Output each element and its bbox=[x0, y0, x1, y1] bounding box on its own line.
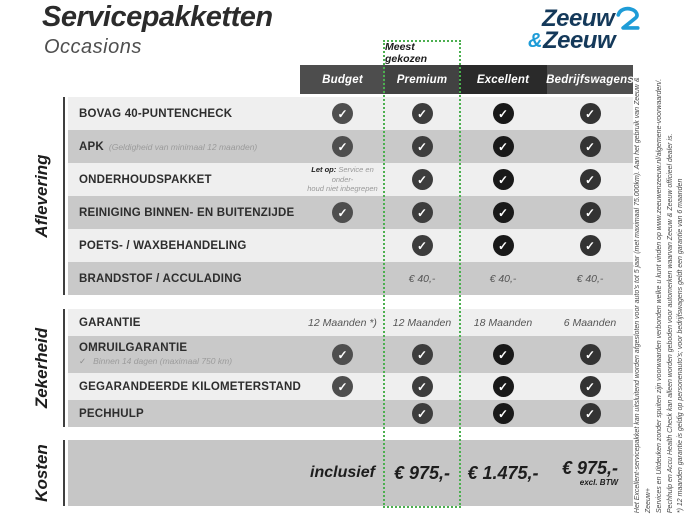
check-icon: ✓ bbox=[580, 344, 601, 365]
kosten-price-wrap bbox=[394, 464, 450, 482]
check-icon: ✓ bbox=[412, 169, 433, 190]
check-icon: ✓ bbox=[412, 136, 433, 157]
check-icon: ✓ bbox=[493, 103, 514, 124]
row-title: BRANDSTOF / ACCULADING bbox=[79, 272, 242, 285]
section-zekerheid-rows bbox=[68, 309, 633, 427]
service-row bbox=[68, 97, 633, 130]
kosten-price-text: € 975,- bbox=[393, 463, 451, 483]
check-icon: ✓ bbox=[580, 403, 601, 424]
value-text: 12 Maanden *) bbox=[308, 316, 377, 329]
check-cell bbox=[459, 235, 547, 256]
kosten-price-text: € 1.475,- bbox=[467, 463, 539, 483]
check-cell bbox=[385, 103, 459, 124]
check-icon: ✓ bbox=[493, 169, 514, 190]
check-icon: ✓ bbox=[493, 376, 514, 397]
check-icon: ✓ bbox=[412, 344, 433, 365]
legal-footnote bbox=[633, 63, 685, 513]
section-aflevering-rows bbox=[68, 97, 633, 295]
page-title: Servicepakketten bbox=[42, 1, 273, 33]
value-cell bbox=[547, 273, 633, 285]
row-label bbox=[68, 408, 300, 420]
check-cell bbox=[385, 403, 459, 424]
service-row bbox=[68, 262, 633, 295]
kosten-price-wrap bbox=[467, 464, 538, 482]
check-cell bbox=[547, 202, 633, 223]
check-icon: ✓ bbox=[580, 376, 601, 397]
header-spacer bbox=[68, 65, 300, 94]
service-row bbox=[68, 130, 633, 163]
kosten-price-text: € 975,- bbox=[561, 458, 619, 478]
section-label-zekerheid: Zekerheid bbox=[32, 327, 52, 409]
kosten-row bbox=[68, 440, 633, 506]
row-label bbox=[68, 273, 300, 285]
row-title: ONDERHOUDSPAKKET bbox=[79, 173, 212, 186]
column-headers bbox=[68, 65, 633, 94]
row-label bbox=[68, 207, 300, 219]
check-icon: ✓ bbox=[493, 136, 514, 157]
check-cell bbox=[300, 376, 385, 397]
row-label bbox=[68, 240, 300, 252]
check-cell bbox=[300, 136, 385, 157]
check-cell bbox=[547, 376, 633, 397]
row-title: POETS- / WAXBEHANDELING bbox=[79, 239, 247, 252]
section-label-kosten: Kosten bbox=[32, 444, 52, 502]
check-icon: ✓ bbox=[580, 136, 601, 157]
check-cell bbox=[385, 344, 459, 365]
value-cell bbox=[385, 317, 459, 329]
check-cell bbox=[459, 202, 547, 223]
footnote-line: Services en Uitdeuken zonder spuiten zijn voorwaarden verbonden welke u kunt vinden op www.zeeuwenzeeuw.nl/algemene-voorwaarden/. bbox=[655, 78, 663, 514]
check-icon: ✓ bbox=[580, 235, 601, 256]
kosten-inclusief-text: inclusief bbox=[310, 464, 375, 481]
service-row bbox=[68, 196, 633, 229]
kosten-price-wrap bbox=[562, 459, 618, 487]
value-cell bbox=[385, 273, 459, 285]
value-text: € 40,- bbox=[408, 272, 436, 285]
column-header-budget: Budget bbox=[300, 65, 385, 94]
check-cell bbox=[300, 202, 385, 223]
check-icon: ✓ bbox=[580, 103, 601, 124]
service-row bbox=[68, 309, 633, 336]
row-title: OMRUILGARANTIE bbox=[79, 342, 188, 354]
logo-word-top: Zeeuw bbox=[542, 5, 615, 32]
row-sublabel: (Geldigheid van minimaal 12 maanden) bbox=[108, 141, 258, 152]
check-icon: ✓ bbox=[332, 344, 353, 365]
column-header-bedrijfswagens: Bedrijfswagens bbox=[547, 65, 633, 94]
section-label-aflevering: Aflevering bbox=[32, 154, 52, 238]
check-icon: ✓ bbox=[493, 235, 514, 256]
row-title: PECHHULP bbox=[79, 407, 144, 420]
check-icon: ✓ bbox=[493, 403, 514, 424]
row-label bbox=[68, 174, 300, 186]
row-title: APK (Geldigheid van minimaal 12 maanden) bbox=[79, 140, 258, 153]
column-header-premium: Premium bbox=[385, 65, 459, 94]
check-icon: ✓ bbox=[332, 103, 353, 124]
row-title: BOVAG 40-PUNTENCHECK bbox=[79, 107, 233, 120]
value-cell bbox=[547, 317, 633, 329]
row-label bbox=[68, 317, 300, 329]
service-row bbox=[68, 336, 633, 373]
kosten-inclusief-cell bbox=[300, 464, 385, 482]
check-cell bbox=[547, 235, 633, 256]
column-header-excellent: Excellent bbox=[459, 65, 547, 94]
row-label bbox=[68, 108, 300, 120]
footnote-line: Pechhulp en Accu Health Check kan alleen worden geboden voor automerken waarvan Zeeuw & Zeeuw officieel dealer is. bbox=[666, 133, 674, 514]
check-cell bbox=[547, 136, 633, 157]
page-subtitle: Occasions bbox=[44, 36, 142, 58]
check-icon: ✓ bbox=[412, 235, 433, 256]
check-cell bbox=[459, 344, 547, 365]
kosten-price-cell bbox=[547, 459, 633, 487]
logo-ampersand: & bbox=[528, 30, 542, 52]
check-cell bbox=[385, 136, 459, 157]
check-cell bbox=[459, 403, 547, 424]
check-icon: ✓ bbox=[493, 202, 514, 223]
value-text: 12 Maanden bbox=[392, 316, 452, 329]
value-text: 6 Maanden bbox=[563, 316, 617, 329]
check-icon: ✓ bbox=[412, 103, 433, 124]
check-icon: ✓ bbox=[332, 202, 353, 223]
check-cell bbox=[300, 103, 385, 124]
check-cell bbox=[459, 103, 547, 124]
row-label bbox=[68, 381, 300, 393]
logo-word-bottom: Zeeuw bbox=[542, 27, 616, 54]
footnote-line: Het Excellent-servicepakket kan uitsluitend worden afgesloten voor auto's tot 5 jaar (met maximaal 75.000km). Aan het gebruik van Zeeuw & Zeeuw+ bbox=[633, 77, 652, 514]
row-subline: ✓ Binnen 14 dagen (maximaal 750 km) bbox=[79, 356, 233, 366]
check-icon: ✓ bbox=[412, 376, 433, 397]
check-icon: ✓ bbox=[412, 403, 433, 424]
service-row bbox=[68, 373, 633, 400]
footnote-line: *) 12 maanden garantie is geldig op personenauto's; voor bedrijfswagens geldt een garantie van 6 maanden bbox=[677, 178, 685, 514]
kosten-price-note: excl. BTW bbox=[579, 478, 619, 487]
check-cell bbox=[385, 202, 459, 223]
note-cell bbox=[300, 165, 385, 194]
row-title: GARANTIE bbox=[79, 316, 141, 329]
value-cell bbox=[459, 273, 547, 285]
service-row bbox=[68, 229, 633, 262]
row-title: REINIGING BINNEN- EN BUITENZIJDE bbox=[79, 206, 295, 219]
section-bracket-kosten bbox=[26, 440, 65, 506]
section-bracket-aflevering bbox=[26, 97, 65, 295]
row-title: GEGARANDEERDE KILOMETERSTAND bbox=[79, 380, 301, 393]
check-cell bbox=[385, 169, 459, 190]
value-text: € 40,- bbox=[576, 272, 604, 285]
check-icon: ✓ bbox=[580, 202, 601, 223]
small-check-icon: ✓ bbox=[79, 356, 87, 366]
check-cell bbox=[547, 103, 633, 124]
value-text: 18 Maanden bbox=[473, 316, 533, 329]
value-cell bbox=[300, 317, 385, 329]
check-cell bbox=[459, 376, 547, 397]
check-icon: ✓ bbox=[412, 202, 433, 223]
service-row bbox=[68, 400, 633, 427]
check-cell bbox=[385, 235, 459, 256]
logo-z-swirl-icon bbox=[615, 6, 641, 32]
kosten-price-cell bbox=[385, 464, 459, 482]
check-cell bbox=[459, 169, 547, 190]
note-text: Let op: Service en onder- houd niet inbegrepen bbox=[307, 164, 378, 194]
section-bracket-zekerheid bbox=[26, 309, 65, 427]
check-cell bbox=[300, 344, 385, 365]
row-label bbox=[68, 141, 300, 153]
comparison-table bbox=[68, 40, 633, 506]
check-cell bbox=[547, 344, 633, 365]
check-cell bbox=[459, 136, 547, 157]
most-chosen-badge: Meest gekozen bbox=[385, 40, 428, 65]
check-cell bbox=[385, 376, 459, 397]
kosten-price-cell bbox=[459, 464, 547, 482]
value-cell bbox=[459, 317, 547, 329]
service-row bbox=[68, 163, 633, 196]
row-label bbox=[68, 342, 300, 367]
value-text: € 40,- bbox=[489, 272, 517, 285]
check-cell bbox=[547, 403, 633, 424]
check-icon: ✓ bbox=[332, 376, 353, 397]
badge-row bbox=[68, 40, 633, 65]
check-cell bbox=[547, 169, 633, 190]
check-icon: ✓ bbox=[493, 344, 514, 365]
check-icon: ✓ bbox=[580, 169, 601, 190]
section-gap bbox=[68, 295, 633, 309]
check-icon: ✓ bbox=[332, 136, 353, 157]
